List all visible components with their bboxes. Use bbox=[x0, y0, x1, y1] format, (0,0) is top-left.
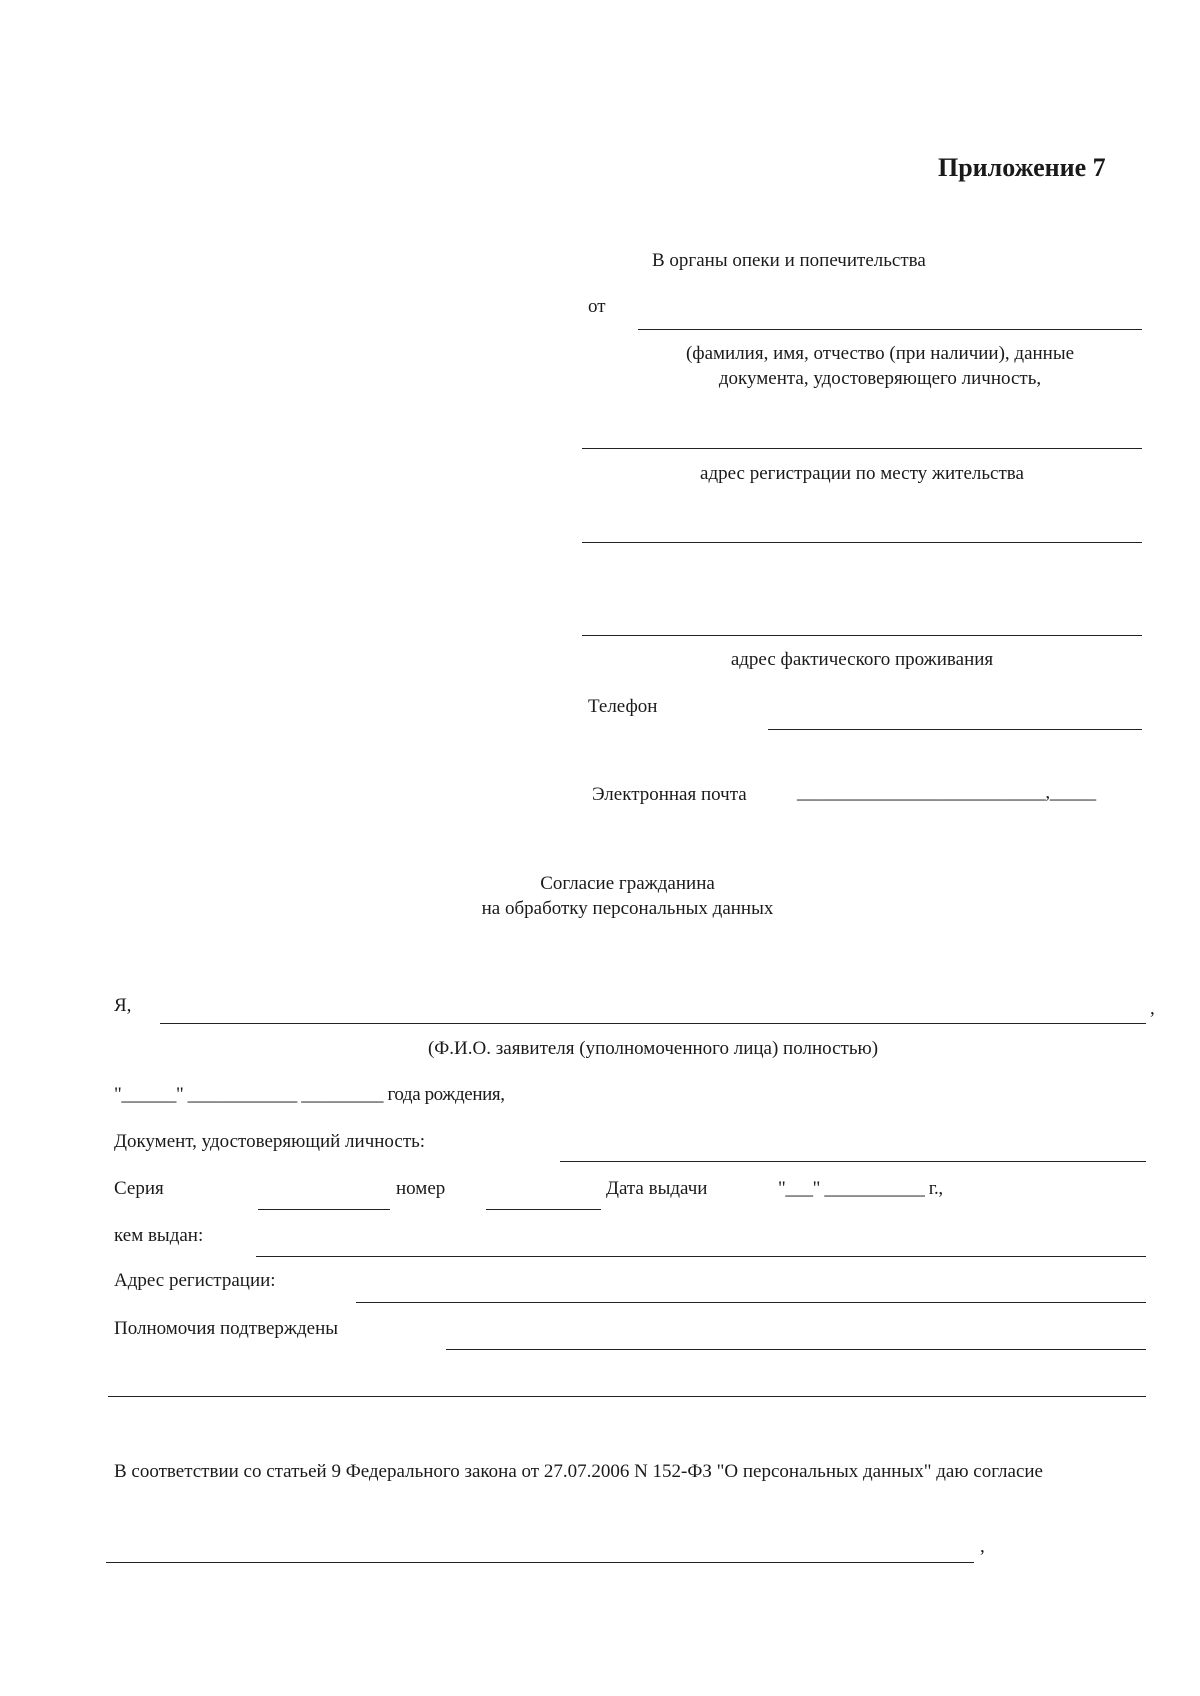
registration-address-label: Адрес регистрации: bbox=[114, 1270, 276, 1291]
fio-comma: , bbox=[1150, 998, 1155, 1019]
series-field[interactable] bbox=[258, 1209, 390, 1210]
from-caption-line2: документа, удостоверяющего личность, bbox=[718, 368, 1042, 389]
authority-field[interactable] bbox=[446, 1349, 1146, 1350]
number-field[interactable] bbox=[486, 1209, 601, 1210]
consent-trailing-comma: , bbox=[980, 1536, 985, 1557]
registration-caption: адрес регистрации по месту жительства bbox=[700, 463, 1024, 484]
registration-address-field[interactable] bbox=[582, 542, 1142, 543]
registration-address-input[interactable] bbox=[356, 1302, 1146, 1303]
authority-label: Полномочия подтверждены bbox=[114, 1318, 339, 1339]
consent-subject-field[interactable] bbox=[106, 1562, 974, 1563]
issued-by-field[interactable] bbox=[256, 1256, 1146, 1257]
issued-by-label: кем выдан: bbox=[114, 1225, 204, 1246]
from-name-field[interactable] bbox=[638, 329, 1142, 330]
id-document-label: Документ, удостоверяющий личность: bbox=[114, 1131, 426, 1152]
title-line1: Согласие гражданина bbox=[540, 873, 715, 894]
title-line2: на обработку персональных данных bbox=[481, 898, 774, 919]
i-label: Я, bbox=[114, 995, 132, 1016]
series-label: Серия bbox=[114, 1178, 164, 1199]
authority-extra-field[interactable] bbox=[108, 1396, 1146, 1397]
birth-date-field[interactable]: "______" ____________ _________ года рождения, bbox=[114, 1084, 505, 1105]
from-label: от bbox=[588, 296, 606, 317]
issue-date-label: Дата выдачи bbox=[606, 1178, 708, 1199]
appendix-number: Приложение 7 bbox=[938, 153, 1106, 182]
applicant-fio-field[interactable] bbox=[160, 1023, 1146, 1024]
from-document-field[interactable] bbox=[582, 448, 1142, 449]
email-field[interactable]: ___________________________,_____ bbox=[797, 782, 1096, 803]
fio-caption: (Ф.И.О. заявителя (уполномоченного лица) полностью) bbox=[427, 1038, 879, 1059]
from-caption-line1: (фамилия, имя, отчество (при наличии), данные bbox=[685, 343, 1075, 364]
addressee-to: В органы опеки и попечительства bbox=[652, 250, 926, 271]
issue-date-field[interactable]: "___" ___________ г., bbox=[778, 1178, 943, 1199]
actual-address-caption: адрес фактического проживания bbox=[730, 649, 994, 670]
phone-field[interactable] bbox=[768, 729, 1142, 730]
email-label: Электронная почта bbox=[592, 784, 747, 805]
consent-text: В соответствии со статьей 9 Федерального закона от 27.07.2006 N 152-ФЗ "О персональных данных" даю согласие bbox=[114, 1461, 1043, 1482]
number-label: номер bbox=[396, 1178, 446, 1199]
phone-label: Телефон bbox=[588, 696, 658, 717]
actual-address-field[interactable] bbox=[582, 635, 1142, 636]
id-document-field[interactable] bbox=[560, 1161, 1146, 1162]
